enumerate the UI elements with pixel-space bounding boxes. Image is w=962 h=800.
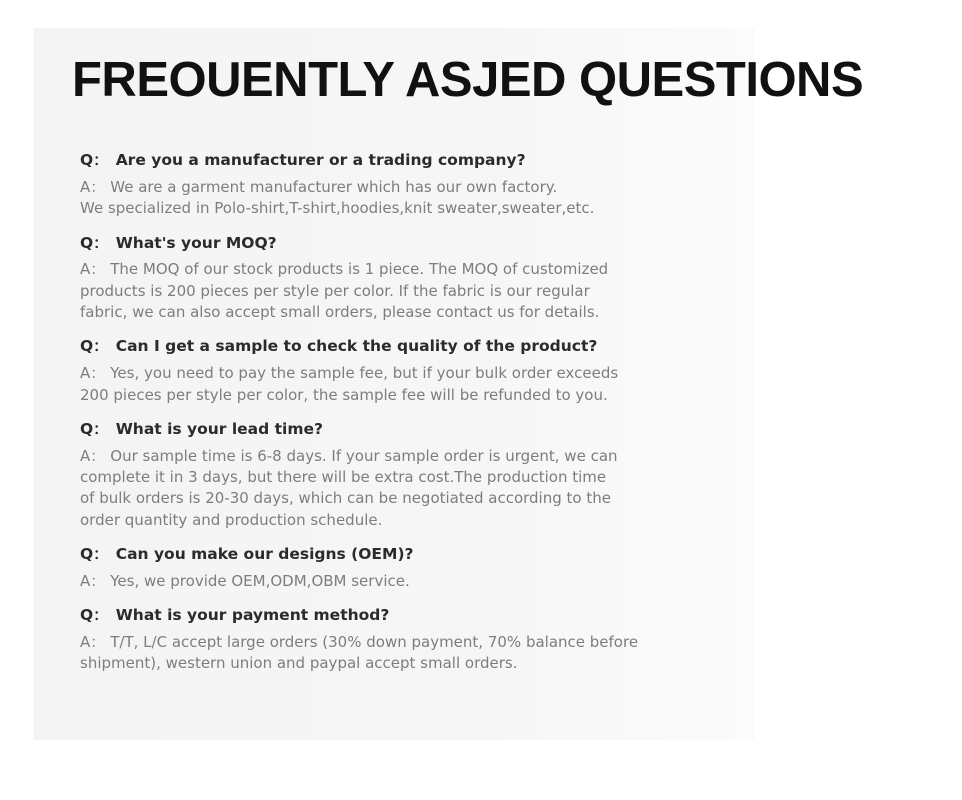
faq-item (80, 336, 700, 406)
faq-answer-line: products is 200 pieces per style per color. If the fabric is our regular (80, 281, 590, 300)
faq-question (80, 233, 700, 254)
answer-marker: A： (80, 177, 106, 196)
faq-question (80, 336, 700, 357)
question-marker: Q： (80, 233, 109, 252)
answer-marker: A： (80, 364, 106, 383)
question-marker: Q： (80, 151, 109, 169)
faq-answer (80, 177, 700, 220)
faq-answer-line: of bulk orders is 20-30 days, which can be negotiated according to the (80, 489, 611, 508)
faq-answer (80, 259, 700, 323)
faq-question-text: What is your lead time? (115, 419, 323, 438)
faq-answer-line: 200 pieces per style per color, the sample fee will be refunded to you. (80, 385, 608, 404)
faq-question (80, 605, 700, 626)
faq-item (80, 150, 700, 220)
faq-answer-line: T/T, L/C accept large orders (30% down payment, 70% balance before (110, 633, 639, 652)
faq-answer (80, 571, 700, 592)
answer-marker: A： (80, 571, 106, 590)
faq-answer-line: complete it in 3 days, but there will be extra cost.The production time (80, 468, 607, 487)
faq-item (80, 544, 700, 592)
answer-marker: A： (80, 633, 106, 652)
faq-question (80, 544, 700, 565)
page-title: FREOUENTLY ASJED QUESTIONS (72, 53, 864, 107)
answer-marker: A： (80, 446, 106, 465)
faq-item (80, 605, 700, 675)
question-marker: Q： (80, 544, 109, 563)
faq-answer-line: shipment), western union and paypal accept small orders. (80, 654, 518, 673)
faq-question (80, 419, 700, 440)
question-marker: Q： (80, 606, 109, 625)
faq-answer-line: order quantity and production schedule. (80, 510, 383, 529)
faq-item (80, 233, 700, 324)
question-marker: Q： (80, 337, 109, 356)
question-marker: Q： (80, 419, 109, 438)
faq-question-text: What is your payment method? (115, 606, 390, 625)
faq-answer (80, 632, 700, 675)
faq-answer-line: The MOQ of our stock products is 1 piece. The MOQ of customized (110, 260, 609, 279)
answer-marker: A： (80, 260, 106, 279)
faq-answer (80, 363, 700, 406)
faq-list (80, 150, 700, 688)
faq-answer-line: Yes, we provide OEM,ODM,OBM service. (110, 571, 410, 590)
faq-answer-line: We are a garment manufacturer which has our own factory. (110, 177, 558, 196)
faq-answer-line: fabric, we can also accept small orders, please contact us for details. (80, 303, 600, 322)
faq-question-text: Are you a manufacturer or a trading company? (115, 151, 526, 169)
faq-answer-line: We specialized in Polo-shirt,T-shirt,hoodies,knit sweater,sweater,etc. (80, 199, 595, 218)
faq-item (80, 419, 700, 531)
faq-answer-line: Our sample time is 6-8 days. If your sample order is urgent, we can (110, 446, 618, 465)
faq-question-text: Can you make our designs (OEM)? (115, 544, 414, 563)
faq-answer-line: Yes, you need to pay the sample fee, but if your bulk order exceeds (110, 364, 619, 383)
faq-question-text: What's your MOQ? (115, 233, 277, 252)
faq-question-text: Can I get a sample to check the quality of the product? (115, 337, 598, 356)
faq-question (80, 150, 700, 171)
faq-answer (80, 446, 700, 531)
